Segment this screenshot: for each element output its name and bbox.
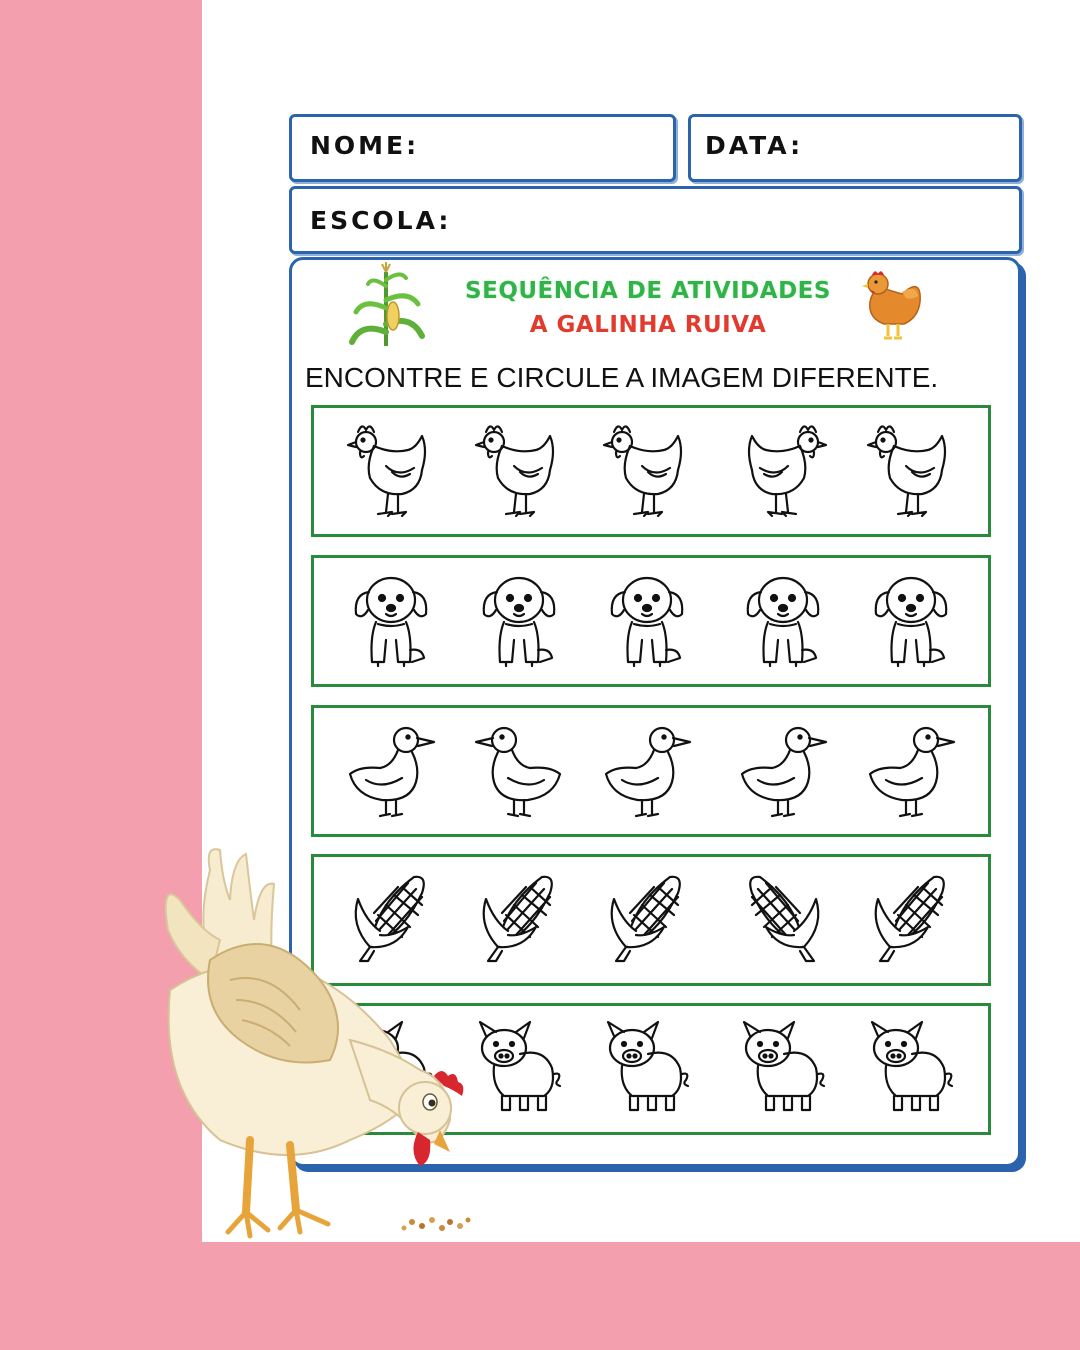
- chicken-icon: [862, 266, 926, 344]
- row-puppies: [311, 555, 991, 687]
- activity-title: SEQUÊNCIA DE ATIVIDADES: [465, 278, 831, 304]
- corn-plant-icon: [346, 262, 426, 348]
- instruction-text: ENCONTRE E CIRCULE A IMAGEM DIFERENTE.: [305, 362, 939, 393]
- date-label: DATA:: [705, 131, 804, 160]
- corn-image[interactable]: [856, 865, 966, 975]
- duck-image[interactable]: [592, 716, 702, 826]
- corn-image-different[interactable]: [728, 865, 838, 975]
- activity-subtitle: A GALINHA RUIVA: [529, 312, 767, 338]
- row-hens: [311, 405, 991, 537]
- puppy-image[interactable]: [464, 566, 574, 676]
- row-ducks: [311, 705, 991, 837]
- hen-image[interactable]: [856, 416, 966, 526]
- hen-image-different[interactable]: [728, 416, 838, 526]
- corn-image[interactable]: [592, 865, 702, 975]
- puppy-image[interactable]: [336, 566, 446, 676]
- duck-image-different[interactable]: [464, 716, 574, 826]
- hen-image[interactable]: [464, 416, 574, 526]
- puppy-image[interactable]: [728, 566, 838, 676]
- hen-image[interactable]: [592, 416, 702, 526]
- duck-image[interactable]: [856, 716, 966, 826]
- pig-image[interactable]: [728, 1014, 838, 1124]
- puppy-image[interactable]: [592, 566, 702, 676]
- pig-image[interactable]: [856, 1014, 966, 1124]
- name-label: NOME:: [310, 131, 420, 160]
- duck-image[interactable]: [728, 716, 838, 826]
- pig-image[interactable]: [592, 1014, 702, 1124]
- school-field[interactable]: [289, 186, 1022, 254]
- hen-image[interactable]: [336, 416, 446, 526]
- date-field[interactable]: [688, 114, 1022, 182]
- name-field[interactable]: [289, 114, 676, 182]
- puppy-image[interactable]: [856, 566, 966, 676]
- duck-image[interactable]: [336, 716, 446, 826]
- pecking-hen-illustration: [150, 840, 490, 1250]
- school-label: ESCOLA:: [310, 206, 452, 235]
